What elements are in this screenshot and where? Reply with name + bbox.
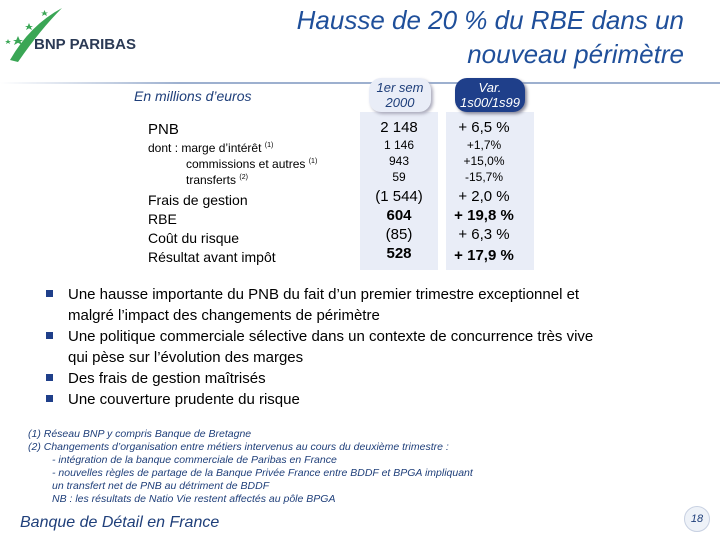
row-label: RBE — [148, 211, 177, 227]
footnote-line: - nouvelles règles de partage de la Banque Privée France entre BDDF et BPGA impliquant — [52, 467, 473, 479]
row-value-col2: + 17,9 % — [454, 247, 514, 264]
list-item — [46, 368, 686, 389]
row-value-col1: 1 146 — [383, 138, 415, 152]
footer-title: Banque de Détail en France — [20, 514, 220, 531]
row-label — [148, 141, 273, 155]
bullet-text: Une politique commerciale sélective dans un contexte de concurrence très vive — [68, 328, 594, 345]
row-label — [186, 173, 248, 187]
row-value-col1: 604 — [386, 207, 412, 224]
column-2-header-line2: 1s00/1s99 — [460, 95, 520, 110]
row-value-col2: + 6,5 % — [458, 119, 510, 136]
row-label-text: PNB — [148, 121, 179, 138]
row-footnote-ref: (2) — [239, 174, 248, 181]
row-footnote-ref: (1) — [264, 142, 274, 149]
bullet-square-icon — [46, 290, 56, 326]
row-value-col2: + 2,0 % — [458, 188, 510, 205]
list-item — [46, 284, 686, 326]
column-2-header — [455, 78, 525, 112]
page-title-line2: nouveau périmètre — [467, 39, 684, 69]
row-value-col2: -15,7% — [464, 170, 504, 184]
column-1-header-line1: 1er sem — [376, 80, 424, 95]
footnotes — [28, 428, 588, 506]
row-value-col2: +1,7% — [466, 138, 502, 152]
row-value-col2: + 19,8 % — [454, 207, 514, 224]
bnp-paribas-logo — [0, 0, 170, 80]
page-title-line1: Hausse de 20 % du RBE dans un — [296, 5, 684, 35]
bullet-square-icon — [46, 332, 56, 368]
row-value-col1: 528 — [386, 245, 412, 262]
row-label — [148, 121, 179, 138]
unit-label: En millions d’euros — [134, 88, 252, 104]
footnote-1: (1) Réseau BNP y compris Banque de Bretagne — [28, 428, 252, 440]
bullet-square-icon — [46, 374, 56, 389]
row-value-col1: (1 544) — [375, 188, 423, 205]
list-item — [46, 326, 686, 368]
row-label-text: dont : marge d’intérêt — [148, 141, 262, 155]
footnote-line: NB : les résultats de Natio Vie restent affectés au pôle BPGA — [52, 493, 336, 505]
row-value-col2: +15,0% — [463, 154, 505, 168]
row-label-text: commissions et autres — [186, 157, 306, 171]
row-value-col1: 2 148 — [380, 119, 418, 136]
row-value-col1: (85) — [385, 226, 413, 243]
column-2-header-line1: Var. — [478, 80, 502, 95]
row-label-text: transferts — [186, 173, 237, 187]
bullet-text: Une couverture prudente du risque — [68, 391, 300, 408]
row-label: Coût du risque — [148, 230, 240, 246]
footnote-2: (2) Changements d’organisation entre métiers intervenus au cours du deuxième trimestre : — [28, 441, 449, 453]
row-footnote-ref: (1) — [308, 158, 318, 165]
row-label: Frais de gestion — [148, 192, 248, 208]
column-1-header — [369, 78, 431, 112]
logo-text: BNP PARIBAS — [34, 36, 136, 53]
bullet-text: qui pèse sur l’évolution des marges — [68, 349, 304, 366]
row-value-col2: + 6,3 % — [458, 226, 510, 243]
title-divider — [0, 82, 720, 84]
row-value-col1: 943 — [388, 154, 410, 168]
footnote-line: un transfert net de PNB au détriment de BDDF — [52, 480, 270, 492]
bullet-text: Une hausse importante du PNB du fait d’un premier trimestre exceptionnel et — [68, 286, 580, 303]
column-1-header-line2: 2000 — [385, 95, 415, 110]
row-label — [186, 157, 317, 171]
bullet-text: malgré l’impact des changements de périmètre — [68, 307, 380, 324]
row-label: Résultat avant impôt — [148, 249, 276, 265]
row-value-col1: 59 — [392, 170, 406, 184]
list-item — [46, 389, 686, 410]
page-number: 18 — [684, 506, 710, 532]
bullet-square-icon — [46, 395, 56, 410]
bullet-text: Des frais de gestion maîtrisés — [68, 370, 266, 387]
bullet-list — [46, 284, 686, 410]
footnote-line: - intégration de la banque commerciale de Paribas en France — [52, 454, 337, 466]
